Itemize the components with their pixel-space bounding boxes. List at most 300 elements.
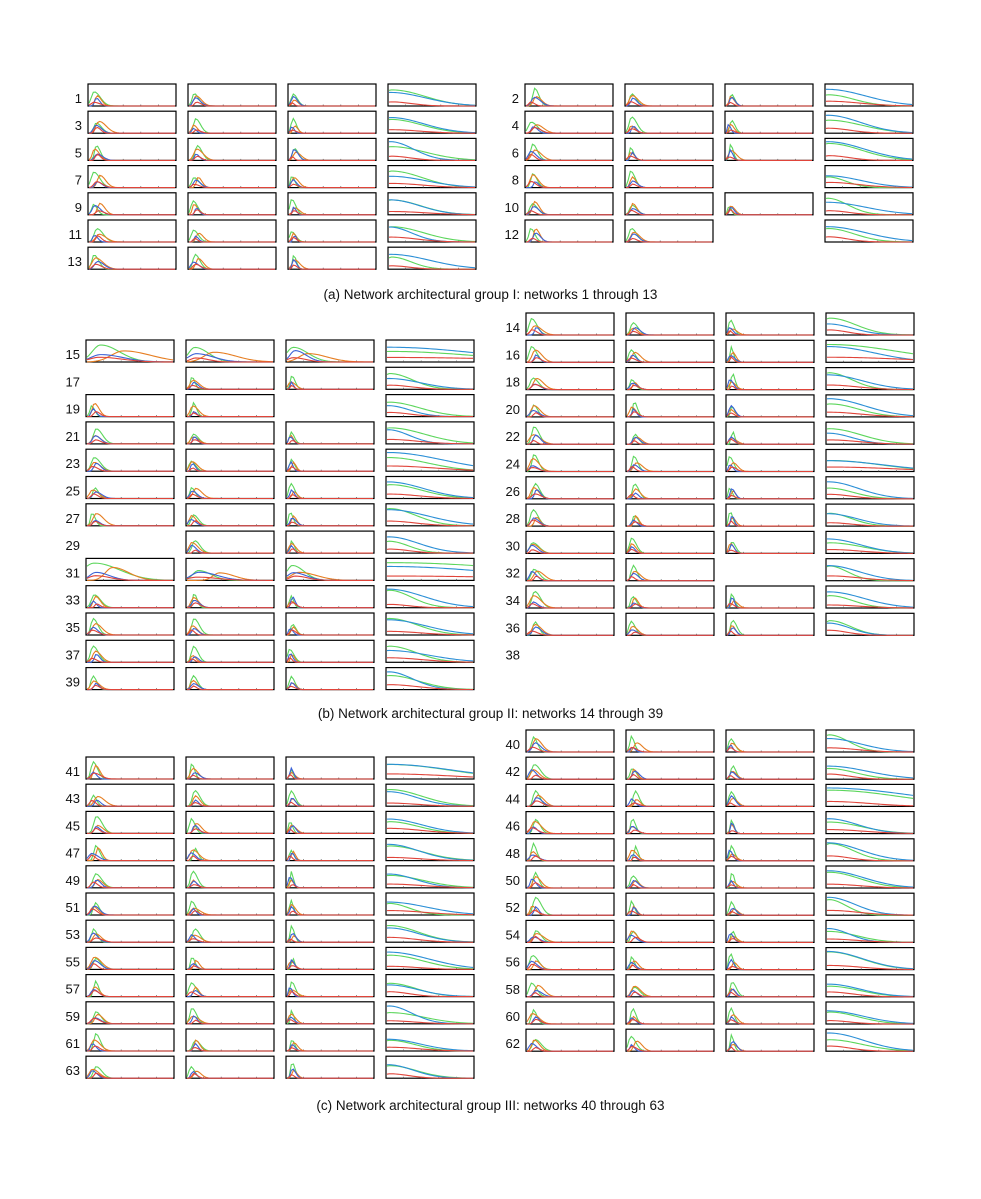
density-panel	[86, 586, 174, 608]
panel-frame	[286, 920, 374, 942]
panel-frame	[626, 893, 714, 915]
density-panel	[88, 138, 176, 160]
density-panel	[286, 839, 374, 861]
density-panel	[288, 84, 376, 106]
density-panel	[86, 340, 174, 362]
network-label: 40	[505, 737, 520, 752]
network-label: 58	[505, 981, 520, 997]
network-label: 15	[65, 347, 80, 362]
panel-frame	[286, 422, 374, 444]
panel-frame	[286, 757, 374, 779]
density-panel	[626, 948, 714, 970]
density-panel	[388, 84, 476, 106]
density-panel	[526, 395, 614, 417]
panel-frame	[526, 893, 614, 915]
density-panel	[526, 450, 614, 472]
panel-frame	[286, 558, 374, 580]
density-panel	[288, 247, 376, 269]
network-label: 34	[505, 593, 520, 608]
density-panel	[86, 395, 174, 417]
panel-frame	[286, 586, 374, 608]
network-label: 12	[504, 227, 519, 242]
panel-frame	[625, 220, 713, 242]
density-panel	[725, 111, 813, 133]
density-panel	[626, 504, 714, 526]
panel-frame	[188, 247, 276, 269]
density-panel	[626, 477, 714, 499]
panel-frame	[526, 450, 614, 472]
panel-frame	[86, 947, 174, 969]
density-panel	[388, 193, 476, 215]
network-label: 44	[505, 791, 520, 807]
density-panel	[626, 450, 714, 472]
density-panel	[186, 784, 274, 806]
density-panel	[86, 668, 174, 690]
density-panel	[188, 84, 276, 106]
panel-frame	[826, 730, 914, 752]
panel-frame	[526, 1029, 614, 1051]
panel-frame	[286, 668, 374, 690]
network-label: 2	[511, 91, 519, 106]
density-panel	[726, 477, 814, 499]
density-panel	[186, 640, 274, 662]
density-panel	[726, 422, 814, 444]
panel-frame	[86, 784, 174, 806]
panel-frame	[286, 1056, 374, 1078]
density-panel	[626, 839, 714, 861]
density-panel	[186, 839, 274, 861]
density-panel	[386, 920, 474, 942]
density-panel	[726, 450, 814, 472]
density-panel	[726, 948, 814, 970]
panel-frame	[726, 839, 814, 861]
density-panel	[286, 340, 374, 362]
density-panel	[525, 166, 613, 188]
density-panel	[188, 166, 276, 188]
panel-frame	[726, 422, 814, 444]
density-panel	[186, 975, 274, 997]
network-label: 28	[505, 511, 520, 527]
density-panel	[386, 893, 474, 915]
density-panel	[186, 1029, 274, 1051]
network-label: 22	[505, 429, 520, 445]
panel-frame	[286, 504, 374, 526]
density-panel	[386, 811, 474, 833]
density-panel	[526, 422, 614, 444]
density-panel	[86, 1056, 174, 1078]
density-panel	[286, 504, 374, 526]
density-panel	[186, 395, 274, 417]
density-panel	[526, 975, 614, 997]
density-panel	[826, 395, 914, 417]
panel-frame	[286, 367, 374, 389]
density-panel	[626, 1029, 714, 1051]
density-panel	[86, 811, 174, 833]
network-label: 18	[505, 374, 520, 390]
network-label: 41	[65, 764, 80, 779]
density-panel	[726, 730, 814, 752]
density-panel	[826, 948, 914, 970]
network-label: 31	[65, 565, 80, 581]
density-panel	[186, 1056, 274, 1078]
panel-frame	[286, 784, 374, 806]
density-panel	[726, 866, 814, 888]
panel-frame	[726, 395, 814, 417]
density-panel	[725, 138, 813, 160]
density-panel	[626, 866, 714, 888]
panel-frame	[826, 395, 914, 417]
panel-frame	[286, 531, 374, 553]
density-panel	[726, 340, 814, 362]
density-panel	[526, 368, 614, 390]
density-panel	[86, 784, 174, 806]
density-panel	[726, 784, 814, 806]
density-panel	[86, 866, 174, 888]
density-panel	[86, 640, 174, 662]
density-panel	[626, 613, 714, 635]
panel-frame	[88, 166, 176, 188]
density-panel	[625, 193, 713, 215]
panel-frame	[186, 947, 274, 969]
density-panel	[386, 477, 474, 499]
caption-group-1: (a) Network architectural group I: networks 1 through 13	[323, 287, 658, 302]
density-panel	[526, 757, 614, 779]
density-panel	[526, 920, 614, 942]
density-panel	[286, 640, 374, 662]
panel-frame	[526, 313, 614, 335]
panel-frame	[826, 975, 914, 997]
density-panel	[288, 220, 376, 242]
network-label: 43	[65, 791, 80, 807]
density-panel	[526, 866, 614, 888]
density-panel	[825, 84, 913, 106]
density-panel	[626, 368, 714, 390]
panel-frame	[726, 477, 814, 499]
density-panel	[526, 839, 614, 861]
density-panel	[286, 866, 374, 888]
panel-frame	[826, 313, 914, 335]
density-panel	[526, 613, 614, 635]
density-panel	[826, 730, 914, 752]
panel-frame	[286, 839, 374, 861]
density-panel	[86, 558, 174, 580]
density-panel	[826, 504, 914, 526]
density-panel	[286, 613, 374, 635]
density-panel	[86, 477, 174, 499]
panel-frame	[288, 111, 376, 133]
density-panel	[626, 313, 714, 335]
density-panel	[626, 920, 714, 942]
density-panel	[725, 193, 813, 215]
density-panel	[825, 166, 913, 188]
network-label: 50	[505, 873, 520, 888]
network-label: 32	[505, 565, 520, 581]
density-panel	[86, 920, 174, 942]
density-panel	[826, 1002, 914, 1024]
network-label: 55	[65, 954, 80, 970]
panel-frame	[726, 757, 814, 779]
density-panel	[525, 193, 613, 215]
panel-frame	[626, 422, 714, 444]
density-panel	[386, 839, 474, 861]
density-panel	[186, 947, 274, 969]
density-panel	[186, 367, 274, 389]
panel-frame	[188, 111, 276, 133]
density-panel	[386, 668, 474, 690]
density-panel	[386, 586, 474, 608]
density-panel	[388, 111, 476, 133]
density-panel	[286, 477, 374, 499]
panel-frame	[726, 866, 814, 888]
network-label: 25	[65, 483, 80, 499]
density-panel	[88, 220, 176, 242]
density-panel	[826, 368, 914, 390]
density-panel	[286, 586, 374, 608]
density-panel	[726, 975, 814, 997]
panel-frame	[826, 559, 914, 581]
panel-frame	[286, 477, 374, 499]
panel-frame	[286, 811, 374, 833]
panel-frame	[286, 947, 374, 969]
network-label: 37	[65, 647, 80, 663]
density-panel	[826, 559, 914, 581]
panel-frame	[286, 640, 374, 662]
density-panel	[386, 395, 474, 417]
density-panel	[386, 640, 474, 662]
panel-frame	[726, 920, 814, 942]
density-panel	[626, 422, 714, 444]
density-panel	[88, 193, 176, 215]
network-label: 60	[505, 1009, 520, 1024]
density-panel	[525, 220, 613, 242]
density-panel	[86, 947, 174, 969]
density-panel	[726, 395, 814, 417]
density-panel	[286, 422, 374, 444]
density-panel	[86, 757, 174, 779]
panel-frame	[286, 1002, 374, 1024]
network-label: 51	[65, 900, 80, 915]
network-label: 23	[65, 456, 80, 472]
density-panel	[186, 586, 274, 608]
panel-frame	[286, 893, 374, 915]
density-panel	[526, 340, 614, 362]
density-panel	[188, 247, 276, 269]
density-panel	[526, 1029, 614, 1051]
density-panel	[726, 1002, 814, 1024]
network-label: 26	[505, 483, 520, 499]
density-panel	[826, 920, 914, 942]
panel-frame	[626, 340, 714, 362]
density-panel	[726, 313, 814, 335]
network-label: 16	[505, 347, 520, 363]
density-panel	[88, 84, 176, 106]
network-label: 3	[74, 118, 82, 134]
panel-frame	[386, 477, 474, 499]
density-panel	[726, 531, 814, 553]
network-label: 29	[65, 538, 80, 554]
density-panel	[525, 138, 613, 160]
network-label: 47	[65, 845, 80, 861]
network-label: 4	[511, 118, 519, 134]
density-panel	[186, 757, 274, 779]
density-panel	[526, 812, 614, 834]
network-label: 53	[65, 927, 80, 943]
caption-group-3: (c) Network architectural group III: networks 40 through 63	[316, 1098, 665, 1113]
density-panel	[286, 1056, 374, 1078]
density-panel	[286, 947, 374, 969]
density-panel	[626, 975, 714, 997]
network-label: 54	[505, 927, 520, 943]
density-panel	[286, 811, 374, 833]
network-label: 10	[504, 199, 519, 215]
density-panel	[186, 1002, 274, 1024]
density-panel	[386, 757, 474, 779]
network-label: 27	[65, 510, 80, 526]
density-panel	[826, 586, 914, 608]
density-panel	[526, 477, 614, 499]
density-panel	[825, 193, 913, 215]
density-panel	[386, 531, 474, 553]
network-label: 13	[67, 254, 82, 270]
panel-frame	[286, 866, 374, 888]
density-panel	[626, 784, 714, 806]
density-panel	[526, 313, 614, 335]
panel-frame	[86, 757, 174, 779]
network-label: 38	[505, 647, 520, 663]
network-label: 56	[505, 954, 520, 970]
density-panel	[386, 422, 474, 444]
density-panel	[386, 947, 474, 969]
density-panel	[286, 1029, 374, 1051]
network-label: 48	[505, 845, 520, 861]
panel-frame	[726, 948, 814, 970]
network-label: 62	[505, 1036, 520, 1052]
density-panel	[286, 893, 374, 915]
density-panel	[825, 138, 913, 160]
network-label: 1	[74, 91, 82, 106]
density-panel	[726, 504, 814, 526]
density-panel	[626, 893, 714, 915]
panel-frame	[626, 784, 714, 806]
panel-frame	[825, 111, 913, 133]
network-label: 6	[511, 145, 519, 161]
density-panel	[725, 84, 813, 106]
density-panel	[726, 757, 814, 779]
density-panel	[726, 368, 814, 390]
density-panel	[186, 613, 274, 635]
density-panel	[826, 1029, 914, 1051]
density-panel	[188, 111, 276, 133]
density-panel	[625, 111, 713, 133]
density-panel	[186, 340, 274, 362]
panel-frame	[386, 920, 474, 942]
caption-group-2: (b) Network architectural group II: networks 14 through 39	[317, 706, 664, 721]
panel-frame	[726, 504, 814, 526]
panel-frame	[726, 340, 814, 362]
density-panel	[826, 866, 914, 888]
density-panel	[286, 757, 374, 779]
network-label: 61	[65, 1036, 80, 1051]
network-label: 46	[505, 818, 520, 834]
network-label: 8	[511, 172, 519, 188]
density-panel	[186, 422, 274, 444]
density-panel	[526, 504, 614, 526]
density-panel	[386, 1029, 474, 1051]
panel-frame	[826, 422, 914, 444]
density-panel	[826, 893, 914, 915]
density-panel	[525, 84, 613, 106]
density-panel	[526, 531, 614, 553]
density-panel	[625, 138, 713, 160]
density-panel	[826, 450, 914, 472]
density-panel	[186, 866, 274, 888]
panel-frame	[386, 422, 474, 444]
network-label: 5	[74, 145, 82, 161]
density-panel	[286, 558, 374, 580]
density-panel	[386, 340, 474, 362]
network-label: 45	[65, 818, 80, 834]
network-label: 11	[68, 227, 82, 242]
density-panel	[288, 111, 376, 133]
network-label: 17	[65, 374, 80, 390]
network-label: 63	[65, 1063, 80, 1079]
density-panel	[826, 812, 914, 834]
density-panel	[826, 477, 914, 499]
density-panel	[386, 449, 474, 471]
panel-frame	[386, 668, 474, 690]
density-panel	[188, 220, 276, 242]
panel-frame	[286, 449, 374, 471]
density-panel	[726, 586, 814, 608]
density-panel	[826, 340, 914, 362]
density-panel	[388, 166, 476, 188]
network-label: 52	[505, 900, 520, 916]
density-panel	[626, 812, 714, 834]
density-panel	[626, 1002, 714, 1024]
density-panel	[386, 367, 474, 389]
density-panel	[86, 449, 174, 471]
density-panel	[86, 1029, 174, 1051]
density-panel	[825, 220, 913, 242]
panel-frame	[626, 730, 714, 752]
density-panel	[826, 422, 914, 444]
density-panel	[626, 340, 714, 362]
density-panel	[526, 559, 614, 581]
density-panel	[386, 504, 474, 526]
density-panel	[626, 395, 714, 417]
panel-frame	[186, 1002, 274, 1024]
panel-frame	[86, 477, 174, 499]
density-panel	[286, 975, 374, 997]
density-panel	[188, 138, 276, 160]
density-panel	[86, 504, 174, 526]
panel-frame	[726, 812, 814, 834]
network-label: 14	[505, 320, 520, 335]
density-panel	[826, 784, 914, 806]
density-panel	[286, 668, 374, 690]
density-panel	[288, 193, 376, 215]
density-panel	[726, 613, 814, 635]
panel-frame	[186, 531, 274, 553]
density-panel	[626, 586, 714, 608]
density-panel	[186, 449, 274, 471]
density-panel	[726, 1029, 814, 1051]
density-panel	[726, 812, 814, 834]
density-panel	[626, 559, 714, 581]
panel-frame	[286, 975, 374, 997]
panel-frame	[86, 449, 174, 471]
density-panel	[288, 166, 376, 188]
